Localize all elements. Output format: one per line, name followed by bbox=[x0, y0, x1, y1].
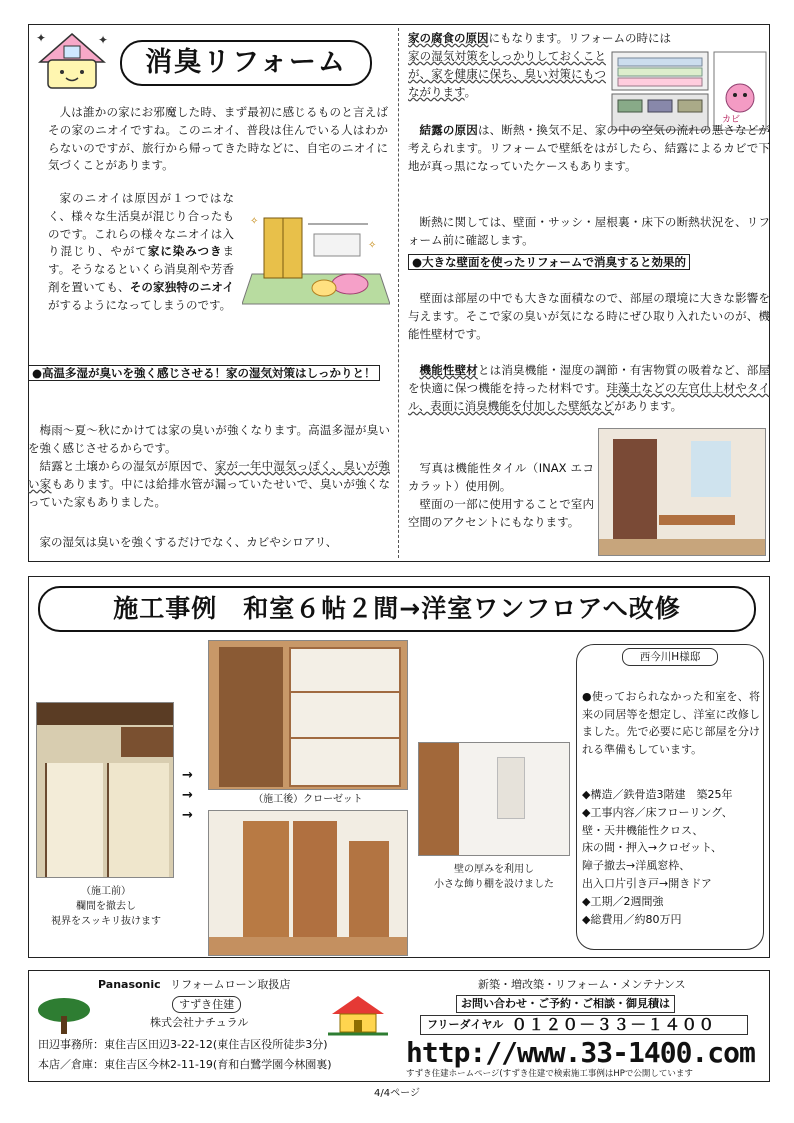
closet-illustration bbox=[610, 48, 768, 132]
spec-work-5: 出入口片引き戸→開きドア bbox=[582, 877, 712, 891]
before-caption-2: 欄間を撤去し bbox=[76, 901, 136, 912]
r5-underlined: 珪藻土などの左官仕上材やタイル、表面に消臭機能を付加した壁紙など bbox=[408, 380, 770, 413]
spec-cost: ◆総費用／約80万円 bbox=[582, 912, 682, 926]
r2-text: は、断熱・換気不足、家の中の空気の流れの悪さなどが考えられます。リフォームで壁紙をはがしたら、結露によるカビで下地が真っ黒になっていたケースもあります。 bbox=[408, 123, 771, 173]
svg-text:✦: ✦ bbox=[36, 31, 47, 45]
heading-humidity-text: ●高温多湿が臭いを強く感じさせる！家の湿気対策はしっかりと！ bbox=[28, 365, 380, 381]
office-address-1: 田辺事務所：東住吉区田辺3-22-12(東住吉区役所徒歩3分) bbox=[38, 1038, 328, 1051]
functional-wall-paragraph bbox=[408, 362, 770, 415]
freedial-label: フリーダイヤル bbox=[427, 1018, 504, 1032]
case-study-title-text: 施工事例 和室６帖２間→洋室ワンフロアへ改修 bbox=[113, 593, 681, 623]
arrow-1: → bbox=[182, 768, 193, 783]
r5-end: があります。 bbox=[614, 398, 683, 413]
niche-caption bbox=[412, 862, 576, 892]
house-logo-icon bbox=[328, 994, 388, 1036]
dining-room-photo bbox=[598, 428, 766, 556]
p4-underlined: 家が一年中湿気っぽく、臭いが強い家 bbox=[28, 459, 390, 491]
r1-text: にもなります。リフォームの時には bbox=[488, 31, 672, 45]
niche-caption-1: 壁の厚みを利用し bbox=[454, 864, 534, 875]
p2-text-e: がするようになってしまうのです。 bbox=[48, 297, 232, 312]
r5-text: とは消臭機能・湿度の調節・有害物質の吸着など、部屋を快適に保つ機能を持った材料です。 bbox=[408, 363, 771, 395]
r5-bold: 機能性壁材 bbox=[419, 363, 478, 377]
heading-wall bbox=[408, 253, 770, 273]
p2-text-c: ます。そうなるといくら消臭剤や芳香剤を置いても、 bbox=[48, 244, 234, 295]
humidity-paragraph: 梅雨～夏～秋にかけては家の臭いが強くなります。高温多湿が臭いを強く感じさせるからです。 bbox=[28, 423, 390, 455]
inquiry-label: お問い合わせ・ご予約・ご相談・御見積は bbox=[456, 995, 675, 1013]
r1-underlined: 家の湿気対策をしっかりしておくことが、家を健康に保ち、臭い対策にもつながります bbox=[408, 49, 606, 99]
freedial-number[interactable]: ０１２０－３３－１４００ bbox=[511, 1014, 716, 1034]
svg-text:✦: ✦ bbox=[98, 33, 109, 47]
case-specs bbox=[582, 786, 764, 929]
niche-photo bbox=[418, 742, 570, 856]
tree-logo-icon bbox=[36, 996, 92, 1036]
western-room-photo bbox=[208, 810, 408, 956]
article-title bbox=[120, 40, 372, 86]
spec-work-2: 壁・天井機能性クロス、 bbox=[582, 823, 704, 837]
p2-bold-b: 家に染みつき bbox=[147, 244, 223, 259]
spec-work-1: ◆工事内容／床フローリング、 bbox=[582, 805, 733, 819]
wall-paragraph: 壁面は部屋の中でも大きな面積なので、部屋の環境に大きな影響を与えます。そこで家の臭いが気になる時にぜひ取り入れたいのが、機能性壁材です。 bbox=[408, 291, 770, 341]
humidity-continued-paragraph: 家の湿気は臭いを強くするだけでなく、カビやシロアリ、 bbox=[39, 535, 338, 549]
condensation-paragraph bbox=[28, 458, 390, 511]
before-caption bbox=[32, 884, 180, 929]
closet-photo bbox=[208, 640, 408, 790]
p4-text-c: もあります。中には給排水管が漏っていたせいで、臭いが強くなっていた家もありました。 bbox=[28, 476, 390, 509]
decay-paragraph-2 bbox=[408, 48, 606, 101]
footer-brand-line bbox=[98, 976, 398, 993]
r2-bold: 結露の原因 bbox=[419, 123, 478, 137]
niche-caption-2: 小さな飾り棚を設けました bbox=[434, 879, 554, 890]
svg-text:✧: ✧ bbox=[368, 240, 377, 251]
website-note: すずき住建ホームページ(すずき住建で検索施工事例はHPで公開しています bbox=[406, 1069, 693, 1079]
page-number: 4/4ページ bbox=[374, 1088, 420, 1099]
spec-work-3: 床の間・押入→クロゼット、 bbox=[582, 841, 723, 855]
accent-paragraph: 壁面の一部に使用することで室内空間のアクセントにもなります。 bbox=[408, 497, 594, 529]
condensation-cause-paragraph bbox=[408, 122, 770, 175]
column-divider bbox=[398, 28, 399, 558]
arrow-2: → bbox=[182, 788, 193, 803]
spec-structure: ◆構造／鉄骨造3階建 築25年 bbox=[582, 788, 733, 801]
article-title-text: 消臭リフォーム bbox=[145, 47, 347, 79]
room-smell-illustration bbox=[242, 204, 390, 308]
svg-text:✧: ✧ bbox=[250, 216, 259, 227]
smell-cause-paragraph bbox=[48, 190, 234, 315]
website-url[interactable]: http://www.33-1400.com bbox=[406, 1036, 755, 1069]
arrow-3: → bbox=[182, 808, 193, 823]
spec-period: ◆工期／2週間強 bbox=[582, 894, 664, 908]
client-name: 西今川H様邸 bbox=[622, 648, 718, 666]
insulation-paragraph: 断熱に関しては、壁面・サッシ・屋根裏・床下の断熱状況を、リフォーム前に確認します。 bbox=[408, 215, 770, 247]
p4-text-a: 結露と土壌からの湿気が原因で、 bbox=[39, 459, 215, 473]
case-description: ●使っておられなかった和室を、将来の同居等を想定し、洋室に改修しました。先で必要に応じ部屋を分けれる準備もしています。 bbox=[582, 690, 760, 756]
freedial-box bbox=[420, 1015, 748, 1035]
company-tag: すずき住建 bbox=[172, 996, 241, 1013]
intro-paragraph: 人は誰かの家にお邪魔した時、まず最初に感じるものと言えばその家のニオイですね。このニオイ、普段は住んでいる人はわからないのですが、旅行から帰ってきた時などに、自宅のニオイに気づくことがあります。 bbox=[48, 105, 388, 173]
company-name: 株式会社ナチュラル bbox=[150, 1016, 249, 1029]
p2-bold-d: その家独特のニオイ bbox=[129, 280, 234, 295]
r1-period: 。 bbox=[464, 84, 477, 99]
arrow-stack bbox=[182, 766, 202, 826]
closet-caption: （施工後）クローゼット bbox=[253, 794, 363, 805]
office-address-2: 本店／倉庫：東住吉区今林2-11-19(育和白鷺学園今林園裏) bbox=[38, 1058, 332, 1071]
spec-work-4: 障子撤去→洋風窓枠、 bbox=[582, 859, 691, 873]
r1-bold: 家の腐食の原因 bbox=[408, 31, 489, 45]
heading-wall-text: ●大きな壁面を使ったリフォームで消臭すると効果的 bbox=[408, 254, 690, 270]
before-caption-1: （施工前） bbox=[81, 886, 131, 897]
house-mascot-icon bbox=[32, 28, 112, 94]
before-photo bbox=[36, 702, 174, 878]
loan-label: リフォームローン取扱店 bbox=[170, 978, 291, 991]
panasonic-label: Panasonic bbox=[98, 978, 161, 991]
services-label: 新築・増改築・リフォーム・メンテナンス bbox=[478, 978, 686, 991]
heading-humidity bbox=[28, 364, 388, 384]
kabi-label: カビ bbox=[722, 115, 741, 125]
case-study-title bbox=[38, 586, 756, 632]
photo-note-paragraph: 写真は機能性タイル（INAX エコカラット）使用例。 bbox=[408, 461, 594, 493]
before-caption-3: 視界をスッキリ抜けます bbox=[51, 916, 161, 927]
decay-paragraph bbox=[408, 30, 770, 48]
p2-text-a: 家のニオイは原因が１つではなく、様々な生活臭が混じり合ったものです。これらの様々なニオイは入り混じり、やがて bbox=[48, 191, 234, 259]
